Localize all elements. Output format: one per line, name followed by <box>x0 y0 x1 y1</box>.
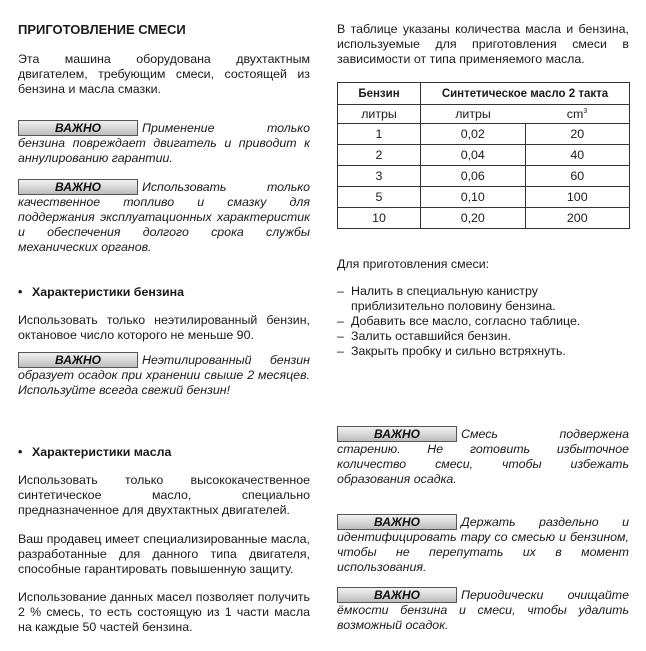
important-badge: ВАЖНО <box>18 179 138 195</box>
dash-icon: – <box>337 314 344 328</box>
oil-paragraph-3: Использование данных масел позволяет получить 2 % смесь, то есть состоящую из 1 части масла на каждые 50 частей бензина. <box>18 590 310 634</box>
important-badge: ВАЖНО <box>18 120 138 136</box>
important-badge: ВАЖНО <box>18 352 138 368</box>
mix-table <box>337 82 630 229</box>
note-text: Держать раздельно и идентифицировать тару со смесью и бензином, чтобы не перепутать их в момент использования. <box>337 515 629 574</box>
important-badge: ВАЖНО <box>337 514 457 530</box>
cell-oil-liters: 0,04 <box>421 145 526 166</box>
table-row <box>338 208 630 229</box>
unit-oil-liters: литры <box>421 105 526 124</box>
list-item <box>337 314 629 329</box>
list-item <box>337 329 629 344</box>
cell-oil-liters: 0,10 <box>421 187 526 208</box>
step-text: Налить в специальную канистру приблизительно половину бензина. <box>351 284 556 313</box>
step-text: Добавить все масло, согласно таблице. <box>351 314 581 328</box>
cell-fuel: 5 <box>338 187 421 208</box>
note-text: Смесь подвержена старению. Не готовить избыточное количество смеси, чтобы избежать образования осадка. <box>337 427 629 486</box>
cell-oil-liters: 0,06 <box>421 166 526 187</box>
table-row <box>338 166 630 187</box>
cell-oil-cm3: 200 <box>525 208 630 229</box>
section-oil-title: Характеристики масла <box>32 445 172 459</box>
note-text: Применение только бензина повреждает двигатель и приводит к аннулированию гарантии. <box>18 121 310 165</box>
table-row <box>338 145 630 166</box>
page-title: ПРИГОТОВЛЕНИЕ СМЕСИ <box>18 22 186 37</box>
cell-oil-cm3: 100 <box>525 187 630 208</box>
prep-title: Для приготовления смеси: <box>337 257 490 271</box>
section-fuel-title: Характеристики бензина <box>32 285 184 299</box>
table-body <box>338 124 630 229</box>
step-text: Закрыть пробку и сильно встряхнуть. <box>351 344 566 358</box>
cell-oil-cm3: 60 <box>525 166 630 187</box>
important-note-fresh-fuel <box>18 352 310 398</box>
note-text: Неэтилированный бензин образует осадок при хранении свыше 2 месяцев. Используйте всегда свежий бензин! <box>18 353 310 397</box>
step-text: Залить оставшийся бензин. <box>351 329 511 343</box>
cell-fuel: 3 <box>338 166 421 187</box>
intro-paragraph: Эта машина оборудована двухтактным двигателем, требующим смеси, состоящей из бензина и масла смазки. <box>18 52 310 96</box>
table-row <box>338 187 630 208</box>
important-note-labels <box>337 514 629 575</box>
cell-oil-cm3: 40 <box>525 145 630 166</box>
bullet-icon: • <box>18 285 23 299</box>
cell-fuel: 10 <box>338 208 421 229</box>
dash-icon: – <box>337 284 344 298</box>
unit-oil-cm3 <box>525 105 630 124</box>
oil-paragraph-1: Использовать только высококачественное синтетическое масло, специально предназначенное для двухтактных двигателей. <box>18 473 310 517</box>
table-row <box>338 124 630 145</box>
important-note-aging <box>337 426 629 487</box>
dash-icon: – <box>337 344 344 358</box>
bullet-icon: • <box>18 445 23 459</box>
unit-fuel: литры <box>338 105 421 124</box>
list-item <box>337 284 629 314</box>
list-item <box>337 344 629 359</box>
cell-fuel: 1 <box>338 124 421 145</box>
table-units-row <box>338 105 630 124</box>
fuel-paragraph: Использовать только неэтилированный бензин, октановое число которого не меньше 90. <box>18 313 310 342</box>
dash-icon: – <box>337 329 344 343</box>
cell-oil-liters: 0,02 <box>421 124 526 145</box>
important-badge: ВАЖНО <box>337 587 457 603</box>
cell-fuel: 2 <box>338 145 421 166</box>
cell-oil-cm3: 20 <box>525 124 630 145</box>
note-text: Периодически очищайте ёмкости бензина и смеси, чтобы удалить возможный осадок. <box>337 588 629 632</box>
note-text: Использовать только качественное топливо и смазку для поддержания эксплуатационных характеристик и обеспечения долгого срока службы механических органов. <box>18 180 310 254</box>
oil-paragraph-2: Ваш продавец имеет специализированные масла, разработанные для данного типа двигателя, способные гарантировать повышенную защиту. <box>18 532 310 576</box>
important-note-quality-fuel <box>18 179 310 255</box>
section-oil-heading <box>18 445 310 459</box>
important-note-cleaning <box>337 587 629 633</box>
header-fuel: Бензин <box>338 83 421 105</box>
table-header-row <box>338 83 630 105</box>
important-note-gasoline-only <box>18 120 310 166</box>
unit-cm-text: cm <box>566 107 584 121</box>
steps-list <box>337 284 629 359</box>
important-badge: ВАЖНО <box>337 426 457 442</box>
table-intro-paragraph: В таблице указаны количества масла и бензина, используемые для приготовления смеси в зависимости от типа применяемого масла. <box>337 22 629 66</box>
section-fuel-heading <box>18 285 310 299</box>
header-oil: Синтетическое масло 2 такта <box>421 83 630 105</box>
cell-oil-liters: 0,20 <box>421 208 526 229</box>
unit-cm-sup: 3 <box>583 107 588 115</box>
